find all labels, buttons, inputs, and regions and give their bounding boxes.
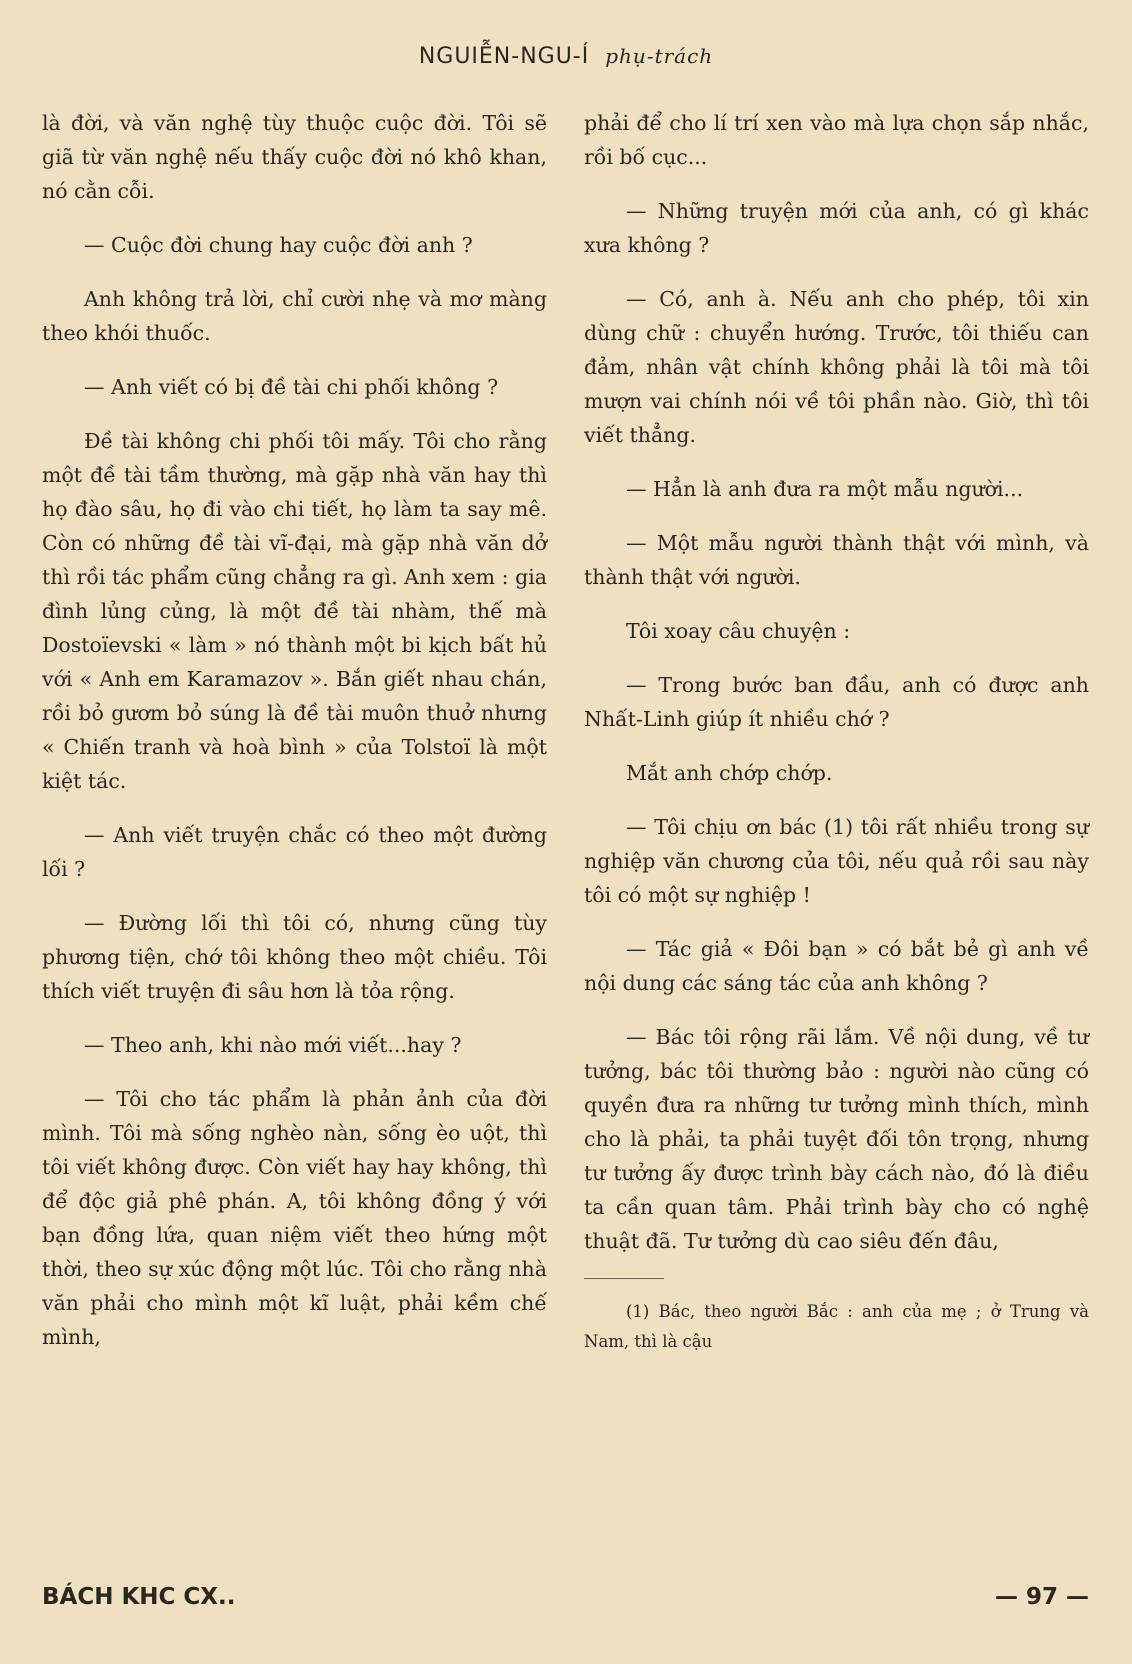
paragraph: Mắt anh chớp chớp.: [626, 761, 833, 785]
paragraph: — Cuộc đời chung hay cuộc đời anh ?: [84, 233, 473, 257]
paragraph: — Anh viết truyện chắc có theo một đường lối ?: [42, 823, 547, 881]
paragraph: phải để cho lí trí xen vào mà lựa chọn sắp nhắc, rồi bố cục...: [584, 111, 1089, 169]
paragraph: — Tôi cho tác phẩm là phản ảnh của đời mình. Tôi mà sống nghèo nàn, sống èo uột, thì tôi viết không được. Còn viết hay hay không, thì để độc giả phê phán. A, tôi không đồng ý với bạn đồng lứa, quan niệm viết theo hứng một thời, theo sự xúc động một lúc. Tôi cho rằng nhà văn phải cho mình một kĩ luật, phải kềm chế mình,: [42, 1087, 547, 1349]
paragraph: — Có, anh à. Nếu anh cho phép, tôi xin dùng chữ : chuyển hướng. Trước, tôi thiếu can đảm, nhân vật chính không phải là tôi mà tôi mượn vai chính nói về tôi phần nào. Giờ, thì tôi viết thẳng.: [584, 287, 1089, 447]
paragraph: — Những truyện mới của anh, có gì khác xưa không ?: [584, 199, 1089, 257]
page-number: — 97 —: [994, 1584, 1089, 1610]
paragraph: Tôi xoay câu chuyện :: [626, 619, 851, 643]
right-column: [584, 106, 1089, 1377]
footnote: (1) Bác, theo người Bắc : anh của mẹ ; ở Trung và Nam, thì là cậu: [584, 1302, 1089, 1351]
paragraph: — Trong bước ban đầu, anh có được anh Nhất-Linh giúp ít nhiều chớ ?: [584, 673, 1089, 731]
paragraph: Anh không trả lời, chỉ cười nhẹ và mơ màng theo khói thuốc.: [42, 287, 547, 345]
paragraph: — Bác tôi rộng rãi lắm. Về nội dung, về tư tưởng, bác tôi thường bảo : người nào cũng có quyền đưa ra những tư tưởng mình thích, mình cho là phải, ta phải tuyệt đối tôn trọng, nhưng tư tưởng ấy được trình bày cách nào, đó là điều ta cần quan tâm. Phải trình bày cho có nghệ thuật đã. Tư tưởng dù cao siêu đến đâu,: [584, 1025, 1089, 1253]
left-column: [42, 106, 547, 1374]
paragraph: — Đường lối thì tôi có, nhưng cũng tùy phương tiện, chớ tôi không theo một chiều. Tôi thích viết truyện đi sâu hơn là tỏa rộng.: [42, 911, 547, 1003]
page-header: [0, 44, 1132, 69]
paragraph: — Hẳn là anh đưa ra một mẫu người...: [626, 477, 1024, 501]
header-subtitle: phụ-trách: [605, 44, 714, 68]
paragraph: — Tôi chịu ơn bác (1) tôi rất nhiều trong sự nghiệp văn chương của tôi, nếu quả rồi sau này tôi có một sự nghiệp !: [584, 815, 1089, 907]
paragraph: — Theo anh, khi nào mới viết...hay ?: [84, 1033, 462, 1057]
paragraph: là đời, và văn nghệ tùy thuộc cuộc đời. Tôi sẽ giã từ văn nghệ nếu thấy cuộc đời nó khô khan, nó cằn cỗi.: [42, 111, 547, 203]
paragraph: — Anh viết có bị đề tài chi phối không ?: [84, 375, 499, 399]
footnote-divider: [584, 1278, 664, 1279]
paragraph: — Một mẫu người thành thật với mình, và thành thật với người.: [584, 531, 1089, 589]
footer-magazine-name: BÁCH KHC CX..: [42, 1584, 236, 1610]
page-footer: [42, 1584, 1089, 1620]
paragraph: — Tác giả « Đôi bạn » có bắt bẻ gì anh về nội dung các sáng tác của anh không ?: [584, 937, 1089, 995]
paragraph: Đề tài không chi phối tôi mấy. Tôi cho rằng một đề tài tầm thường, mà gặp nhà văn hay thì họ đào sâu, họ đi vào chi tiết, họ làm ta say mê. Còn có những đề tài vĩ-đại, mà gặp nhà văn dở thì rồi tác phẩm cũng chẳng ra gì. Anh xem : gia đình lủng củng, là một đề tài nhàm, thế mà Dostoïevski « làm » nó thành một bi kịch bất hủ với « Anh em Karamazov ». Bắn giết nhau chán, rồi bỏ gươm bỏ súng là đề tài muôn thuở nhưng « Chiến tranh và hoà bình » của Tolstoï là một kiệt tác.: [42, 429, 547, 793]
header-title: NGUIỄN-NGU-Í: [418, 44, 590, 69]
